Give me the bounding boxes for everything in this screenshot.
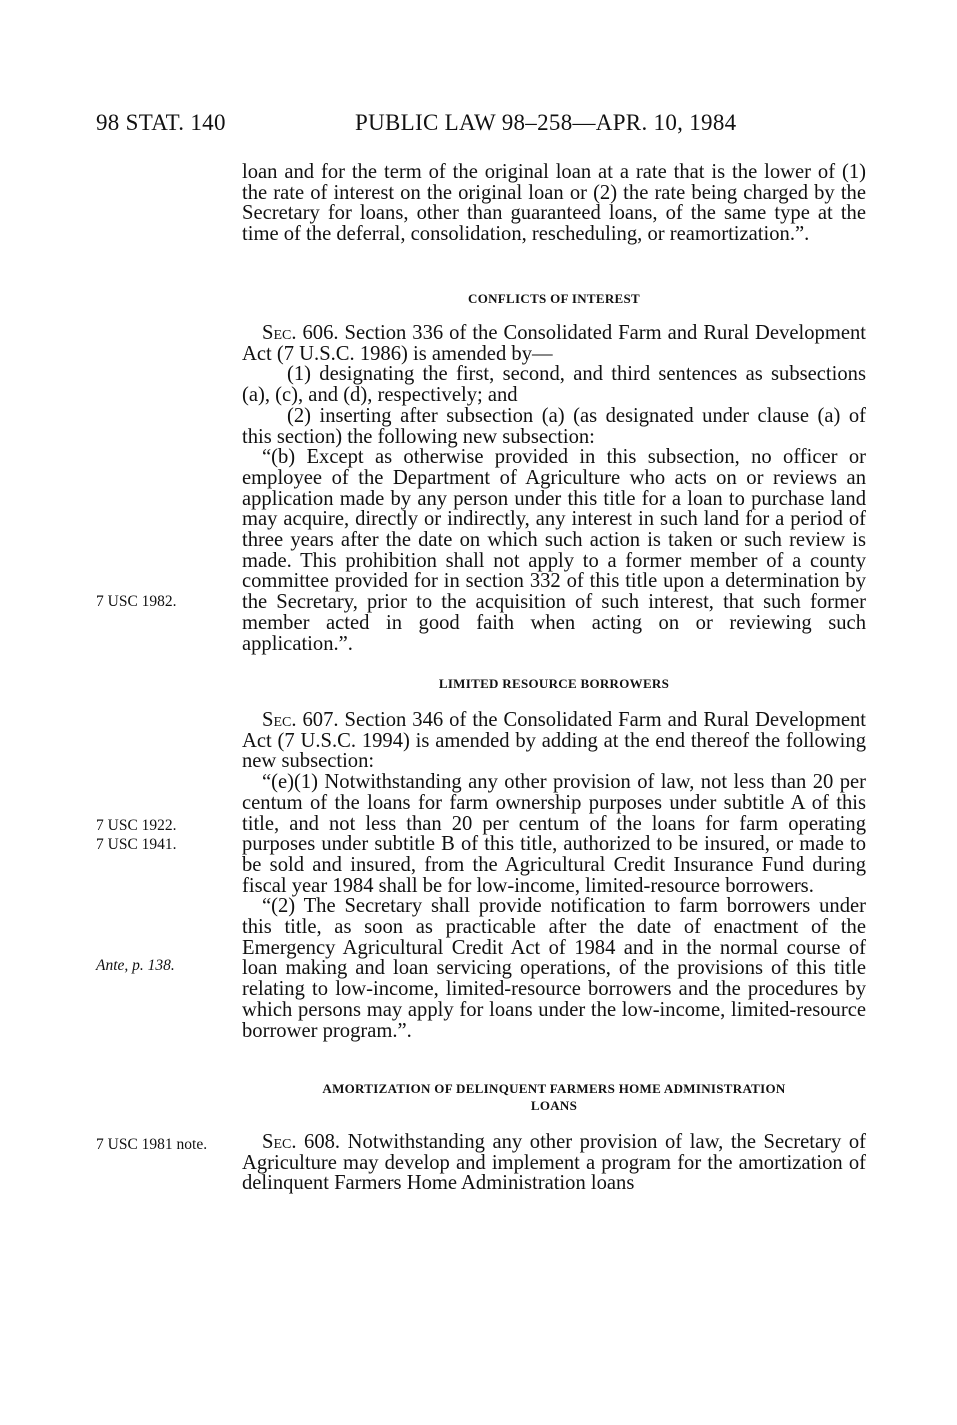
- running-header: PUBLIC LAW 98–258—APR. 10, 1984: [355, 110, 737, 135]
- margin-note: 7 USC 1981 note.: [96, 1136, 208, 1153]
- margin-note: 7 USC 1941.: [96, 836, 177, 853]
- section-intro: Section 336 of the Consolidated Farm and Rural Development Act (7 U.S.C. 1986) is amended by—: [242, 322, 866, 365]
- heading-line: LOANS: [530, 1098, 578, 1113]
- amendment-item-2: (2) inserting after subsection (a) (as designated under clause (a) of this section) the following new subsection:: [242, 404, 866, 448]
- section-606: [242, 323, 866, 654]
- margin-note: Ante, p. 138.: [96, 957, 175, 974]
- heading-line: AMORTIZATION OF DELINQUENT FARMERS HOME ADMINISTRATION: [322, 1081, 786, 1096]
- section-heading-amortization: [242, 1080, 866, 1114]
- page-citation: 98 STAT. 140: [96, 110, 226, 135]
- quoted-subsection-e2: “(2) The Secretary shall provide notification to farm borrowers under this title, as soon as practicable after the date of enactment of the Emergency Agricultural Credit Act of 1984 and in the normal course of loan making and loan servicing operations, of the provisions of this title relating to low-income, limited-resource borrowers and the procedures by which persons may apply for loans under the low-income, limited-resource borrower program.”.: [242, 895, 866, 1042]
- paragraph-text: loan and for the term of the original loan at a rate that is the lower of (1) the rate of interest on the original loan or (2) the rate being charged by the Secretary for loans, other than guaranteed loans, of the same type at the time of the deferral, consolidation, rescheduling, or reamortization.”.: [242, 161, 866, 246]
- margin-note: 7 USC 1982.: [96, 593, 177, 610]
- section-608: [242, 1132, 866, 1194]
- section-label: Sec. 607.: [262, 709, 339, 731]
- quoted-subsection-b: “(b) Except as otherwise provided in this subsection, no officer or employee of the Department of Agriculture who acts on or reviews an application made by any person under this title for a loan to purchase land may acquire, directly or indirectly, any interest in such land for a period of three years after the date on which such action is taken or such review is made. This prohibition shall not apply to a former member of a county committee provided for in section 332 of this title upon a determination by the Secretary, prior to the acquisition of such interest, that such former member acted in good faith when acting on or reviewing such application.”.: [242, 446, 866, 655]
- continued-paragraph: [242, 162, 866, 245]
- section-label: Sec. 608.: [262, 1131, 341, 1153]
- section-text: Notwithstanding any other provision of law, the Secretary of Agriculture may develop and implement a program for the amortization of delinquent Farmers Home Administration loans: [242, 1131, 866, 1195]
- section-heading-conflicts: CONFLICTS OF INTEREST: [468, 291, 640, 306]
- amendment-item-1: (1) designating the first, second, and third sentences as subsections (a), (c), and (d), respectively; and: [242, 363, 866, 407]
- quoted-subsection-e1: “(e)(1) Notwithstanding any other provision of law, not less than 20 per centum of the loans for farm ownership purposes under subtitle A of this title, and not less than 20 per centum of the loans for farm operating purposes under subtitle B of this title, authorized to be insured, or made to be sold and insured, from the Agricultural Credit Insurance Fund during fiscal year 1984 shall be for low-income, limited-resource borrowers.: [242, 771, 866, 897]
- section-607: [242, 710, 866, 1041]
- section-intro: Section 346 of the Consolidated Farm and Rural Development Act (7 U.S.C. 1994) is amended by adding at the end thereof the following new subsection:: [242, 709, 866, 773]
- margin-note: 7 USC 1922.: [96, 817, 177, 834]
- section-label: Sec. 606.: [262, 322, 339, 344]
- section-heading-limited: LIMITED RESOURCE BORROWERS: [438, 676, 670, 691]
